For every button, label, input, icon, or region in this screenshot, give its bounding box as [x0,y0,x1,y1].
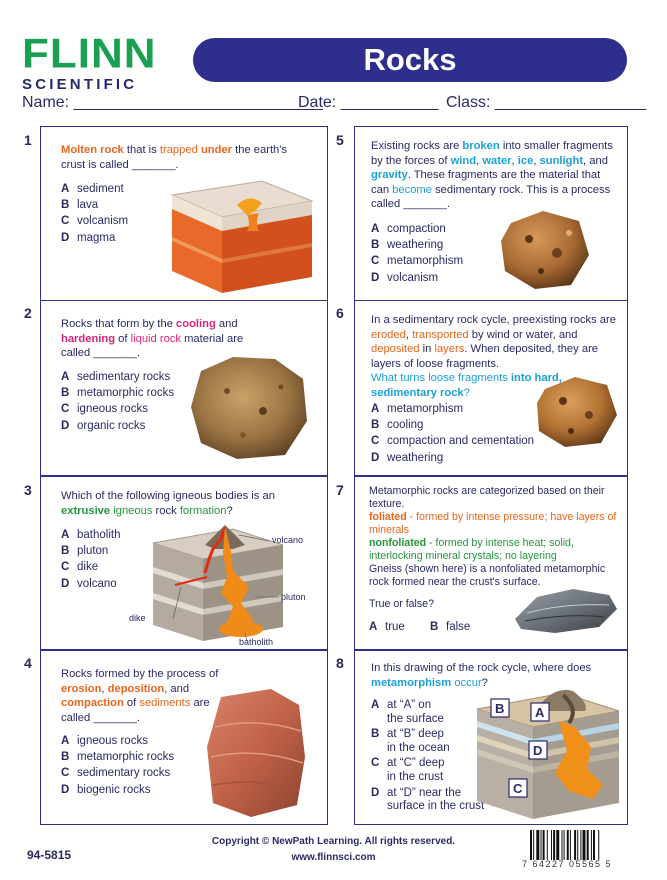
name-field[interactable]: Name: ____________________________ [22,94,323,111]
barcode-number: 7 64227 05565 5 [522,859,613,869]
sedimentary-fragment-photo [535,375,619,449]
option-8a[interactable]: A at “A” on the surface [371,699,444,725]
option-6a[interactable]: A metamorphism [371,403,464,415]
question-card-3 [40,476,328,650]
question-number-5: 5 [336,132,344,148]
option-3d[interactable]: D volcano [61,577,117,590]
option-1d[interactable]: D magma [61,231,116,244]
option-5b[interactable]: B weathering [371,239,444,252]
question-number-6: 6 [336,305,344,321]
options-2 [61,369,174,434]
question-card-8 [354,650,628,825]
question-number-4: 4 [24,655,32,671]
question-card-5 [354,126,628,301]
diagram-label-d: D [533,743,543,758]
flinn-logo [22,30,157,93]
question-number-8: 8 [336,655,344,671]
option-1b[interactable]: B lava [61,199,99,212]
option-2a[interactable]: A sedimentary rocks [61,371,171,383]
question-text-6: In a sedimentary rock cycle, preexisting rocks are eroded, transported by wind or water, and deposited in layers. When deposited, they are layers of loose fragments. What turns loose fragments into hard, sedimentary rock? [371,314,616,399]
logo-scientific: SCIENTIFIC [22,76,138,93]
diagram-label-a: A [535,705,545,720]
option-8b[interactable]: B at “B” deep in the ocean [371,728,450,754]
option-4c[interactable]: C sedimentary rocks [61,767,171,780]
question-text-2: Rocks that form by the cooling and hardening of liquid rock material are called _______. [61,318,244,360]
question-text-1: Molten rock that is trapped under the earth's crust is called _______. [61,144,288,171]
option-1a[interactable]: A sediment [61,183,124,195]
question-card-2 [40,300,328,476]
option-2d[interactable]: D organic rocks [61,419,146,432]
option-8d[interactable]: D at “D” near the surface in the crust [371,786,485,813]
option-5d[interactable]: D volcanism [371,271,439,284]
diagram-label-c: C [513,781,523,796]
rock-cycle-diagram [469,681,625,823]
gneiss-rock-photo [511,585,619,635]
question-number-3: 3 [24,482,32,498]
option-5c[interactable]: C metamorphism [371,255,464,268]
date-field[interactable]: Date: ___________ [298,94,439,111]
class-field[interactable]: Class: _________________ [446,94,647,111]
question-card-4 [40,650,328,825]
sedimentary-rock-photo [201,687,311,819]
option-3a[interactable]: A batholith [61,529,121,541]
option-6d[interactable]: D weathering [371,451,444,464]
label-batholith: batholith [239,637,274,647]
option-4d[interactable]: D biogenic rocks [61,783,151,796]
option-1c[interactable]: C volcanism [61,215,129,228]
question-card-1 [40,126,328,301]
option-7b[interactable]: B false [430,621,471,633]
logo-flinn: FLINN [22,30,157,77]
igneous-rock-photo [187,351,311,463]
option-3c[interactable]: C dike [61,561,99,574]
question-card-6 [354,300,628,476]
true-false-prompt: True or false? [369,598,434,610]
option-7a[interactable]: A true [369,621,405,633]
question-text-3: Which of the following igneous bodies is an extrusive igneous rock formation? [61,490,275,517]
weathered-rock-photo [499,209,591,291]
magma-block-illustration [167,173,317,298]
igneous-bodies-diagram [129,523,325,647]
question-card-7 [354,476,628,650]
option-4b[interactable]: B metamorphic rocks [61,751,175,764]
option-6b[interactable]: B cooling [371,419,424,432]
label-pluton: pluton [281,592,306,602]
product-code: 94-5815 [27,848,72,862]
question-text-5: Existing rocks are broken into smaller fragments by the forces of wind, water, ice, sunlight, and gravity. These fragments are the material that can become sedimentary rock. This is a process called _______. [371,140,613,211]
label-dike: dike [129,613,146,623]
option-2b[interactable]: B metamorphic rocks [61,387,175,400]
question-number-1: 1 [24,132,32,148]
option-4a[interactable]: A igneous rocks [61,735,148,747]
label-volcano: volcano [272,535,304,545]
copyright-text: Copyright © NewPath Learning. All rights reserved. [211,836,456,847]
option-6c[interactable]: C compaction and cementation [371,435,535,448]
question-text-8: In this drawing of the rock cycle, where does metamorphism occur? [371,662,592,689]
page-title: Rocks [193,38,627,82]
options-6 [371,401,534,466]
barcode-icon [528,830,638,860]
diagram-label-b: B [495,701,505,716]
options-7 [369,619,470,635]
option-8c[interactable]: C at “C” deep in the crust [371,757,445,783]
option-5a[interactable]: A compaction [371,223,446,235]
options-5 [371,221,463,286]
question-number-2: 2 [24,305,32,321]
option-3b[interactable]: B pluton [61,545,109,558]
question-text-4: Rocks formed by the process of erosion, deposition, and compaction of sediments are called _______. [61,668,219,724]
question-number-7: 7 [336,482,344,498]
options-1 [61,181,128,246]
options-8 [371,699,484,814]
options-4 [61,733,174,798]
question-text-7: Metamorphic rocks are categorized based on their texture. foliated - formed by intense pressure; have layers of minerals nonfoliated - formed by intense heat; solid, interlocking mineral crystals; no layering Gneiss (shown here) is a nonfoliated metamorphic rock formed near the crust's surface. [369,485,617,588]
options-3 [61,527,120,592]
option-2c[interactable]: C igneous rocks [61,403,148,416]
website-link[interactable]: www.flinnsci.com [291,852,376,863]
